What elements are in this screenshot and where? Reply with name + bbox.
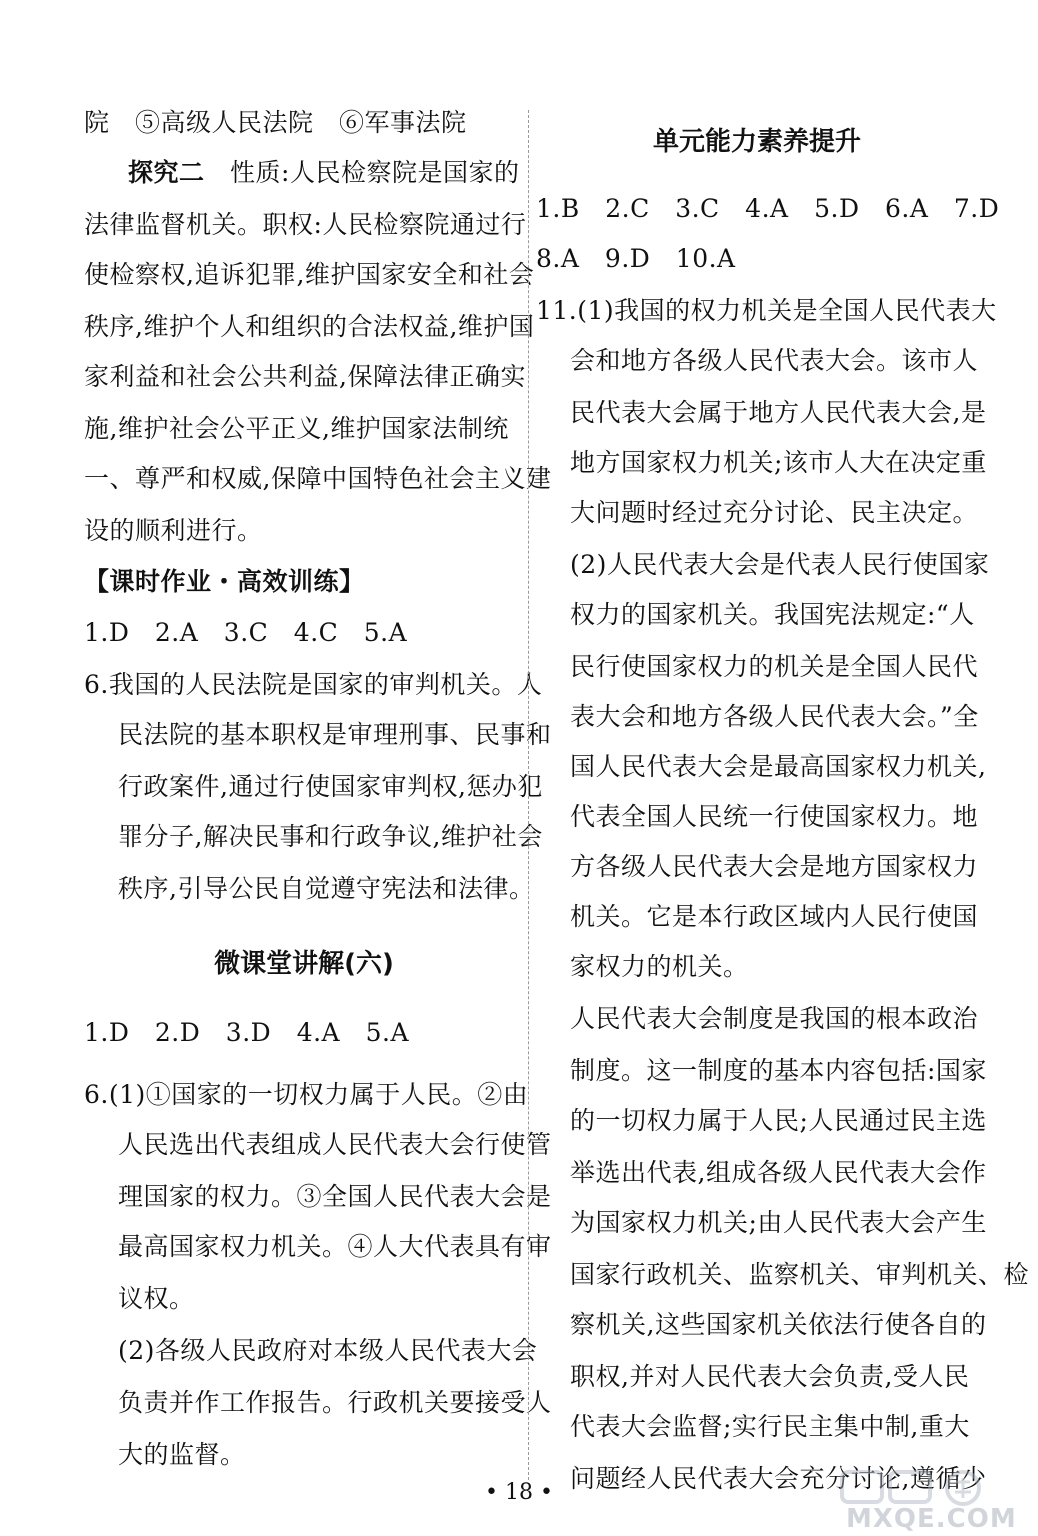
micro-q6-line: (2)各级人民政府对本级人民代表大会 [118, 1336, 538, 1365]
homework-answers: 1.D 2.A 3.C 4.C 5.A [84, 618, 408, 647]
answers-row: 1.B 2.C 3.C 4.A 5.D 6.A 7.D [536, 194, 1000, 223]
q11-line: (2)人民代表大会是代表人民行使国家 [570, 550, 990, 579]
text-line: 一、尊严和权威,保障中国特色社会主义建 [84, 464, 552, 493]
q11-line: 家权力的机关。 [570, 952, 749, 981]
q11-line: 制度。这一制度的基本内容包括:国家 [570, 1056, 987, 1085]
q11-line: 会和地方各级人民代表大会。该市人 [570, 346, 979, 375]
micro-q6-line: 大的监督。 [118, 1440, 246, 1469]
micro-q6-line: 最高国家权力机关。④人大代表具有审 [118, 1232, 552, 1261]
watermark-logo [838, 1468, 1028, 1532]
unit-heading: 单元能力素养提升 [652, 127, 861, 157]
micro-q6-line: 议权。 [118, 1284, 195, 1313]
q11-line: 地方国家权力机关;该市人大在决定重 [570, 448, 987, 477]
tanjiu-label: 探究二 [128, 158, 205, 187]
text-line: 秩序,维护个人和组织的合法权益,维护国 [84, 312, 535, 341]
q11-line: 民代表大会属于地方人民代表大会,是 [570, 398, 987, 427]
q6-line: 秩序,引导公民自觉遵守宪法和法律。 [118, 874, 535, 903]
q11-line: 人民代表大会制度是我国的根本政治 [570, 1004, 979, 1033]
text-line: 施,维护社会公平正义,维护国家法制统 [84, 414, 509, 443]
homework-heading: 【课时作业・高效训练】 [84, 567, 365, 596]
q11-line: 11.(1)我国的权力机关是全国人民代表大 [536, 296, 997, 325]
q11-line: 代表大会监督;实行民主集中制,重大 [570, 1412, 970, 1441]
q11-line: 代表全国人民统一行使国家权力。地 [570, 802, 979, 831]
q11-line: 方各级人民代表大会是地方国家权力 [570, 852, 979, 881]
q6-line: 6.我国的人民法院是国家的审判机关。人 [84, 670, 543, 699]
micro-answers: 1.D 2.D 3.D 4.A 5.A [84, 1018, 410, 1047]
tanjiu-line [128, 158, 519, 188]
q11-line: 举选出代表,组成各级人民代表大会作 [570, 1158, 987, 1187]
column-divider [528, 110, 529, 1480]
answers-row: 8.A 9.D 10.A [536, 244, 736, 273]
q11-line: 权力的国家机关。我国宪法规定:“人 [570, 600, 975, 629]
q6-line: 行政案件,通过行使国家审判权,惩办犯 [118, 772, 543, 801]
q11-line: 国家行政机关、监察机关、审判机关、检 [570, 1260, 1030, 1289]
q11-line: 的一切权力属于人民;人民通过民主选 [570, 1106, 987, 1135]
q11-line: 为国家权力机关;由人民代表大会产生 [570, 1208, 987, 1237]
text-line: 院 ⑤高级人民法院 ⑥军事法院 [84, 108, 467, 137]
tanjiu-text: 性质:人民检察院是国家的 [204, 158, 520, 187]
watermark-text: MXQE.COM [846, 1504, 1017, 1534]
q6-line: 民法院的基本职权是审理刑事、民事和 [118, 720, 552, 749]
q11-line: 民行使国家权力的机关是全国人民代 [570, 652, 979, 681]
text-line: 法律监督机关。职权:人民检察院通过行 [84, 210, 527, 239]
watermark-shape-icon [838, 1468, 1028, 1508]
micro-q6-line: 人民选出代表组成人民代表大会行使管 [118, 1130, 552, 1159]
micro-q6-line: 6.(1)①国家的一切权力属于人民。②由 [84, 1080, 529, 1109]
micro-q6-line: 理国家的权力。③全国人民代表大会是 [118, 1182, 552, 1211]
text-line: 家利益和社会公共利益,保障法律正确实 [84, 362, 526, 391]
micro-q6-line: 负责并作工作报告。行政机关要接受人 [118, 1388, 552, 1417]
q11-line: 大问题时经过充分讨论、民主决定。 [570, 498, 979, 527]
q11-line: 问题经人民代表大会充分讨论,遵循少 [570, 1464, 987, 1493]
q11-line: 国人民代表大会是最高国家权力机关, [570, 752, 987, 781]
q11-line: 职权,并对人民代表大会负责,受人民 [570, 1362, 970, 1391]
q6-line: 罪分子,解决民事和行政争议,维护社会 [118, 822, 543, 851]
q11-line: 表大会和地方各级人民代表大会。”全 [570, 702, 979, 731]
text-line: 设的顺利进行。 [84, 516, 263, 545]
q11-line: 察机关,这些国家机关依法行使各自的 [570, 1310, 987, 1339]
micro-lecture-heading: 微课堂讲解(六) [214, 949, 394, 979]
q11-line: 机关。它是本行政区域内人民行使国 [570, 902, 979, 931]
page-number: • 18 • [485, 1480, 553, 1505]
text-line: 使检察权,追诉犯罪,维护国家安全和社会 [84, 260, 535, 289]
